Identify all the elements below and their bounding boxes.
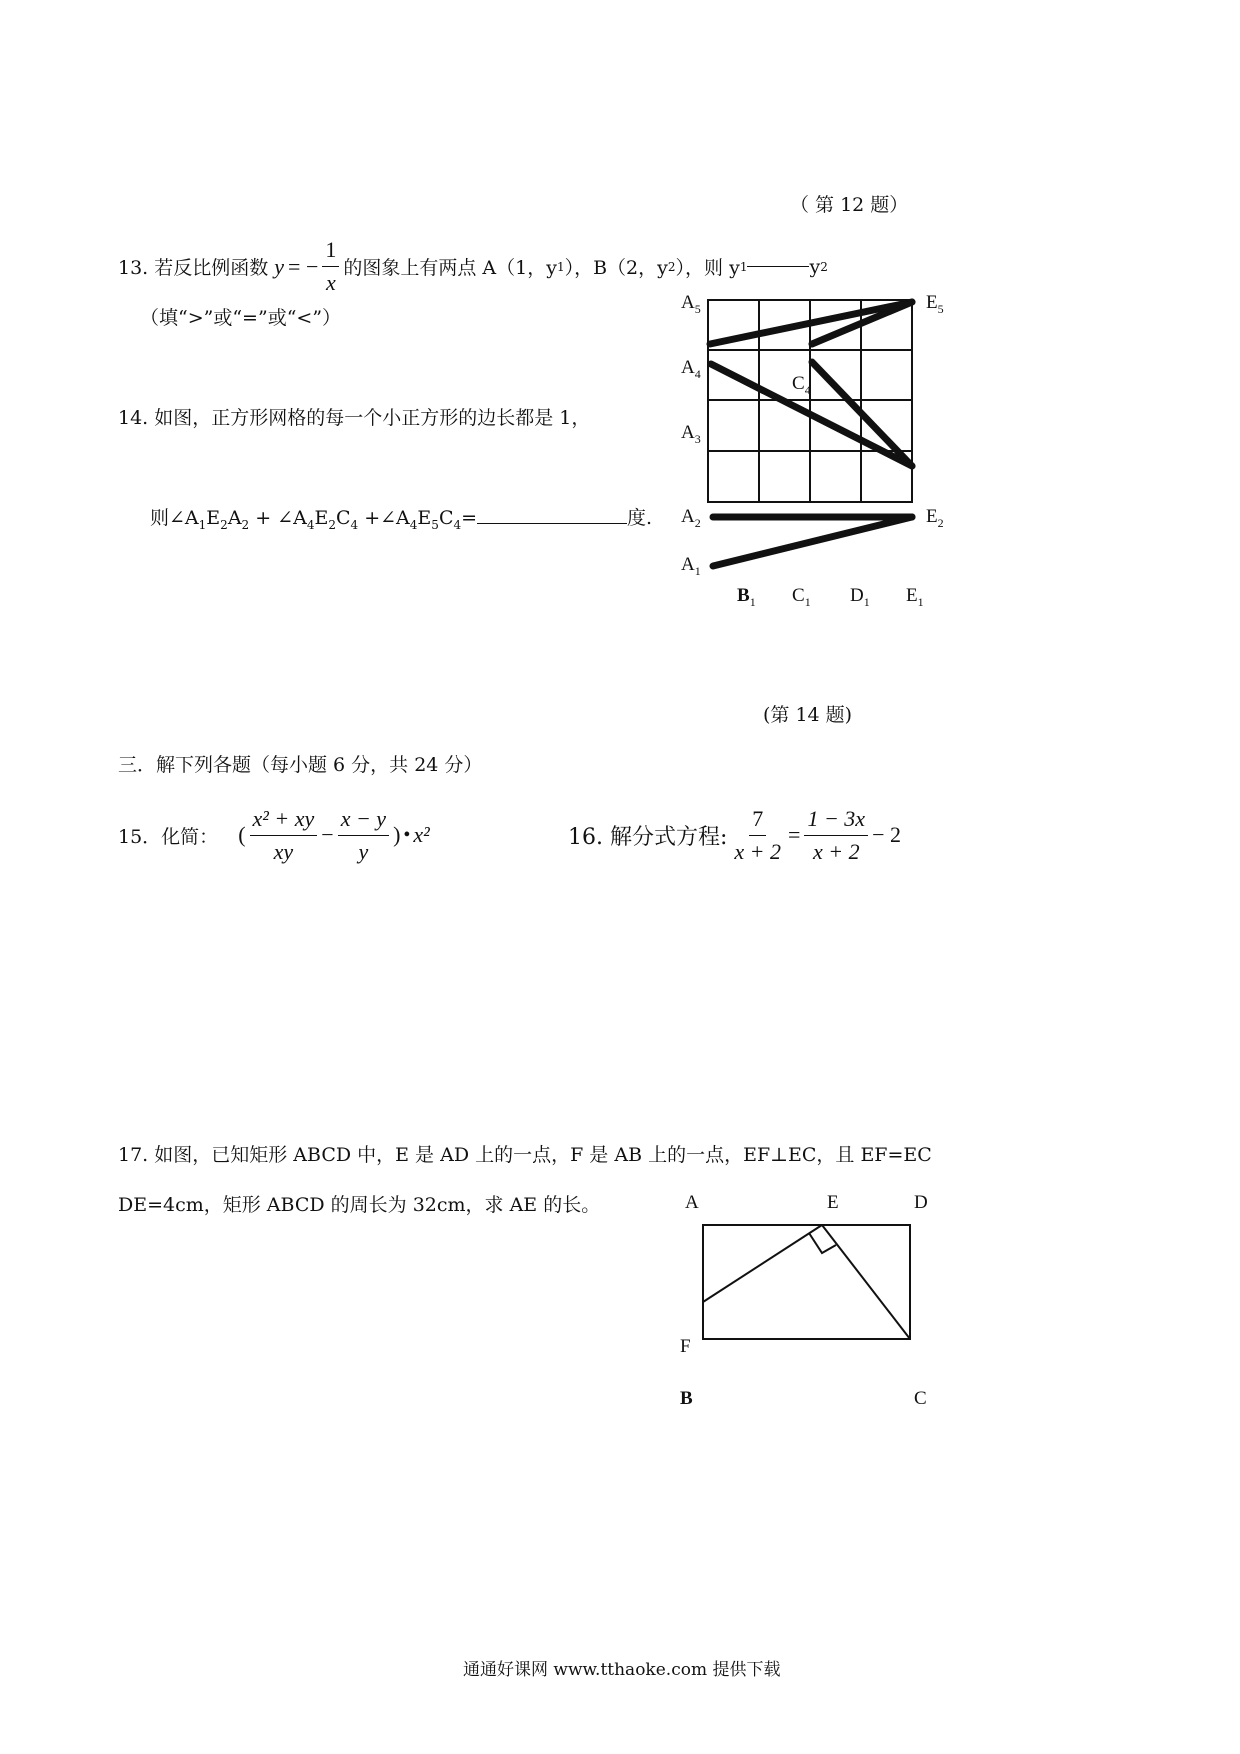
q16-frac2-den: x + 2 — [812, 838, 860, 864]
q15-frac2 — [338, 806, 389, 865]
q14-label-e5: $E_5$ — [926, 292, 944, 316]
q17-label-c: C — [914, 1388, 927, 1409]
q14-label-c1: $C_1$ — [792, 585, 811, 609]
q17-seg-ef — [703, 1225, 822, 1302]
q13-mid3: ），则 y — [675, 257, 740, 279]
q17-right-angle-mark — [809, 1233, 836, 1253]
q15-frac1-num: x² + xy — [250, 806, 318, 836]
q15-tail: x² — [413, 822, 430, 847]
q13-end: y — [809, 255, 821, 278]
q16-frac1-den: x + 2 — [734, 838, 782, 864]
q15-frac2-num: x − y — [338, 806, 389, 836]
q14-label-b1: $B_1$ — [737, 585, 756, 609]
q14-grid-lines — [708, 300, 912, 502]
q16-prefix: 16. 解分式方程: — [568, 824, 728, 850]
q12-caption: （ 第 12 题） — [790, 194, 909, 216]
q15-open-paren: ( — [238, 822, 246, 847]
q17-label-a: A — [685, 1192, 699, 1213]
section3-heading: 三．解下列各题（每小题 6 分，共 24 分） — [118, 754, 483, 776]
q16-tail: − 2 — [872, 822, 901, 847]
q17-line2: DE=4cm，矩形 ABCD 的周长为 32cm，求 AE 的长。 — [118, 1194, 601, 1216]
q17-seg-ec — [822, 1225, 910, 1339]
q15-minus: − — [321, 822, 334, 847]
q14-label-a2: $A_2$ — [681, 506, 701, 530]
q13-prefix: 13. 若反比例函数 — [118, 257, 269, 279]
q15-frac2-den: y — [358, 838, 369, 864]
q16-equals: = — [788, 822, 801, 847]
q14-label-e1: $E_1$ — [906, 585, 924, 609]
q13-frac-den: x — [325, 270, 336, 295]
q14-label-a5: $A_5$ — [681, 292, 701, 316]
q14-label-e2: $E_2$ — [926, 506, 944, 530]
q15-frac1 — [250, 806, 318, 865]
q13-mid2: ），B（2，y — [564, 257, 668, 279]
q14-caption: (第 14 题) — [763, 704, 853, 726]
q16-equation — [568, 800, 901, 870]
q17-label-d: D — [914, 1192, 928, 1213]
q15-expression — [118, 800, 430, 870]
q17-line1: 17. 如图，已知矩形 ABCD 中，E 是 AD 上的一点，F 是 AB 上的一点，EF⊥EC，且 EF=EC — [118, 1144, 932, 1166]
q14-label-a4: $A_4$ — [681, 357, 701, 381]
q16-frac2 — [804, 806, 868, 865]
q17-label-e: E — [827, 1192, 839, 1213]
q14-seg-a1-e2 — [713, 517, 912, 566]
q14-label-c4: $C_4$ — [792, 373, 811, 397]
q16-frac1-num: 7 — [749, 806, 766, 836]
q14-label-a1: $A_1$ — [681, 554, 701, 578]
q14-label-a3: $A_3$ — [681, 422, 701, 446]
q13-sub3: 1 — [739, 259, 748, 274]
q17-label-f: F — [680, 1336, 691, 1357]
q13-sub1: 1 — [556, 259, 565, 274]
q16-frac2-num: 1 − 3x — [804, 806, 868, 836]
q14-label-d1: $D_1$ — [850, 585, 870, 609]
q14-line2: 则$\angle A_1E_2A_2$ + $\angle A_4E_2C_4$ $+\angle A_4E_5C_4=$ 度. — [150, 507, 653, 532]
q13-func-y: y — [274, 253, 285, 279]
q17-label-b: B — [680, 1388, 693, 1409]
q16-frac1 — [731, 806, 784, 865]
q15-frac1-den: xy — [273, 838, 294, 864]
q13-func-eq: = − — [288, 253, 319, 279]
q13-sub4: 2 — [820, 259, 828, 274]
q13-sub2: 2 — [667, 259, 676, 274]
q17-rectangle-figure — [703, 1225, 910, 1339]
q15-close-paren: ) — [393, 822, 401, 847]
q15-dot: • — [403, 823, 411, 846]
q14-line1: 14. 如图，正方形网格的每一个小正方形的边长都是 1， — [118, 407, 591, 429]
q13-hint: （填“>”或“=”或“<”） — [140, 307, 342, 329]
q15-prefix: 15．化简： — [118, 825, 219, 848]
footer-text: 通通好课网 www.tthaoke.com 提供下载 — [463, 1660, 781, 1680]
q13-frac-num: 1 — [322, 237, 339, 267]
q13-mid: 的图象上有两点 A（1，y — [343, 257, 557, 279]
